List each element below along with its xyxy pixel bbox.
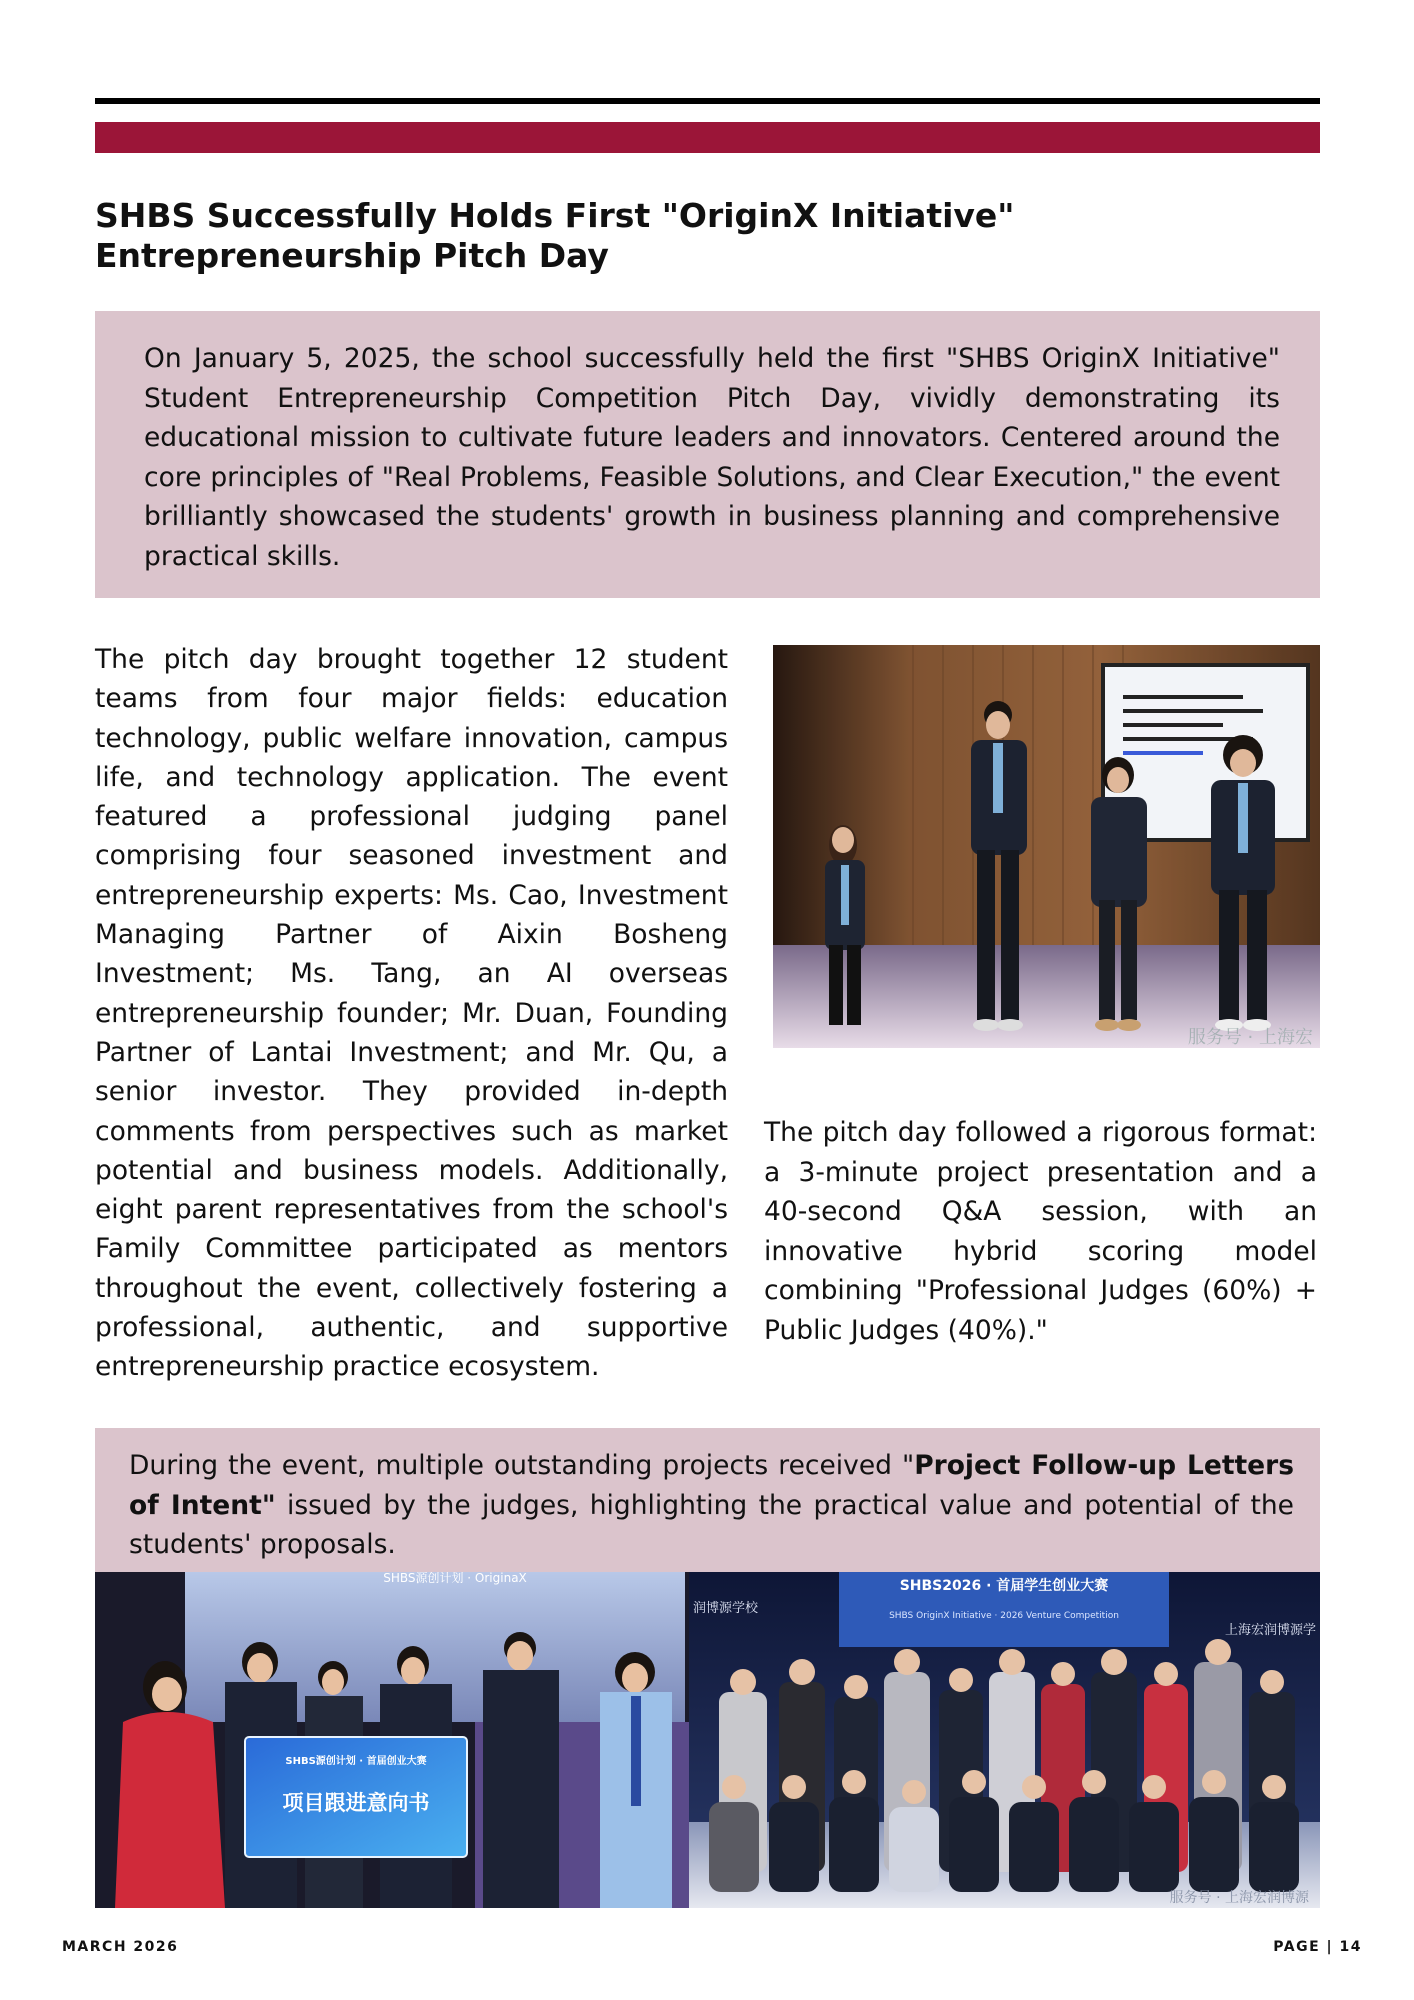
stage-presentation-photo	[773, 645, 1320, 1048]
footer-page-number: PAGE | 14	[1273, 1939, 1362, 1955]
stage-watermark: 服务号 · 上海宏	[1187, 1027, 1313, 1048]
group-banner-title: SHBS2026 · 首届学生创业大赛	[899, 1578, 1109, 1594]
group-watermark: 服务号 · 上海宏润博源	[1169, 1890, 1309, 1906]
highlight-text-after: issued by the judges, highlighting the practical value and potential of the students' proposals.	[129, 1489, 1294, 1560]
highlight-text-before: During the event, multiple outstanding projects received "	[129, 1450, 915, 1481]
article-title: SHBS Successfully Holds First "OriginX Initiative" Entrepreneurship Pitch Day	[95, 196, 1015, 275]
highlight-panel	[95, 1428, 1320, 1572]
body-left-paragraph: The pitch day brought together 12 student teams from four major fields: education technology, public welfare innovation, campus life, and technology application. The event featured a professional judging panel comprising four seasoned investment and entrepreneurship experts: Ms. Cao, Investment Managing Partner of Aixin Bosheng Investment; Ms. Tang, an AI overseas entrepreneurship founder; Mr. Duan, Founding Partner of Lantai Investment; and Mr. Qu, a senior investor. They provided in-depth comments from perspectives such as market potential and business models. Additionally, eight parent representatives from the school's Family Committee participated as mentors throughout the event, collectively fostering a professional, authentic, and supportive entrepreneurship practice ecosystem.	[95, 644, 728, 1383]
letter-of-intent-photo	[95, 1572, 689, 1908]
highlight-text-bold: Project Follow-up Letters of Intent"	[129, 1450, 1295, 1521]
group-school-name-right: 上海宏润博源学	[1224, 1623, 1316, 1638]
intro-paragraph: On January 5, 2025, the school successfully held the first "SHBS OriginX Initiative" Student Entrepreneurship Competition Pitch Day, vividly demonstrating its educational mission to cultivate future leaders and innovators. Centered around the core principles of "Real Problems, Feasible Solutions, and Clear Execution," the event brilliantly showcased the students' growth in business planning and comprehensive practical skills.	[144, 343, 1280, 572]
group-school-name-left: 润博源学校	[693, 1601, 759, 1616]
group-banner-subtitle: SHBS OriginX Initiative · 2026 Venture Competition	[889, 1611, 1119, 1621]
letter-banner-text: SHBS源创计划 · OriginaX	[383, 1572, 527, 1585]
intro-panel	[95, 311, 1320, 598]
letter-board-title: 项目跟进意向书	[282, 1791, 430, 1815]
group-photo	[689, 1572, 1320, 1908]
header-rule-red	[95, 122, 1320, 153]
footer-date: MARCH 2026	[62, 1939, 179, 1955]
body-right-paragraph: The pitch day followed a rigorous format: a 3-minute project presentation and a 40-second Q&A session, with an innovative hybrid scoring model combining "Professional Judges (60%) + Public Judges (40%)."	[764, 1117, 1317, 1346]
highlight-paragraph	[129, 1446, 1294, 1565]
letter-board-subtitle: SHBS源创计划 · 首届创业大赛	[285, 1756, 427, 1767]
header-rule-black	[95, 98, 1320, 104]
